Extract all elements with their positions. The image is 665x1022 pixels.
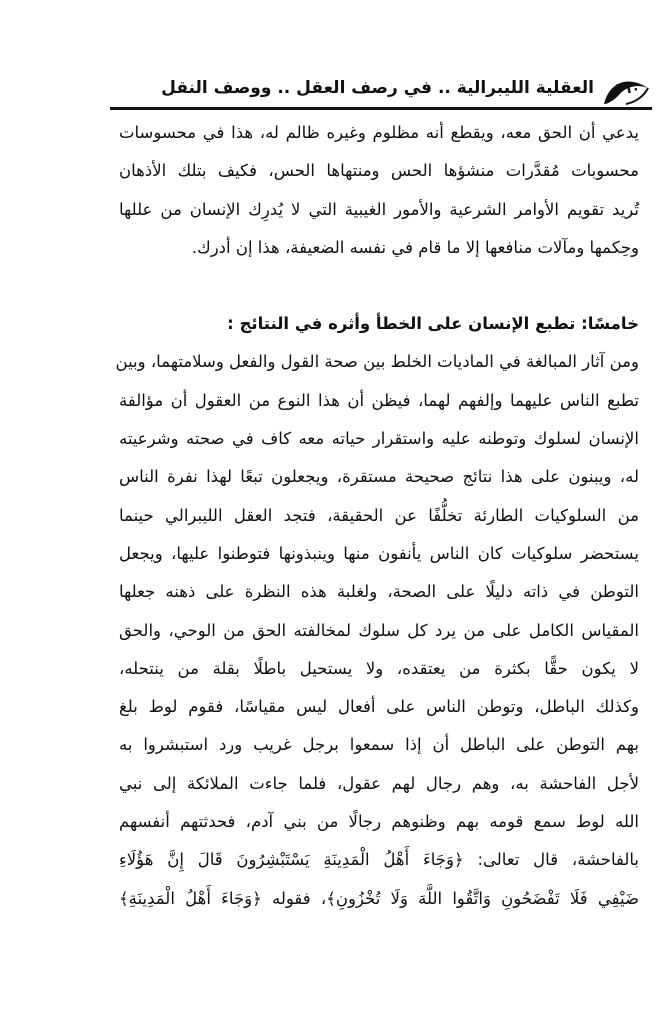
page-number-badge — [600, 74, 652, 106]
text-line: محسوبات مُقدَّرات منشؤها الحس ومنتهاها الحس، فكيف بتلك الأذهان — [119, 161, 639, 181]
text-line: ضَيْفِي فَلَا تَفْضَحُونِ وَاتَّقُوا اللَّهَ وَلَا تُخْزُونِ﴾، فقوله ﴿وَجَاءَ أَهْلُ الْمَدِينَةِ﴾ — [119, 888, 639, 908]
text-line: تُريد تقويم الأوامر الشرعية والأمور الغيبية التي لا يُدرِك الإنسان من عللها — [119, 199, 639, 219]
text-line: وحِكمها ومآلات منافعها إلا ما قام في نفسه الضعيفة، هذا إن أدرك. — [191, 237, 639, 257]
text-line: بهم التوطن على الباطل أن إذا سمعوا برجل غريب ورد استبشروا به — [119, 735, 639, 755]
page-body — [115, 114, 639, 918]
text-line: تطبع الناس عليهما وإلفهم لهما، فيظن أن هذا النوع من العقول أن مؤالفة — [119, 390, 639, 410]
text-line: من السلوكيات الطارئة تخلُّفًا عن الحقيقة، فتجد العقل الليبرالي حينما — [119, 505, 639, 525]
page-header — [110, 74, 652, 114]
text-line: وكذلك الباطل، وتوطن الناس على أفعال ليس مقياسًا، فقوم لوط بلغ — [119, 697, 639, 717]
text-line: يستحضر سلوكيات كان الناس يأنفون منها وينبذونها فتوطنوا عليها، ويجعل — [119, 543, 639, 563]
text-line: التوطن في ذاته دليلًا على الصحة، ولغلبة هذه النظرة على ذهنه جعلها — [119, 582, 639, 602]
text-line: يدعي أن الحق معه، ويقطع أنه مظلوم وغيره ظالم له، هذا في محسوسات — [119, 123, 639, 142]
paragraph-gap — [119, 267, 639, 305]
text-line: المقياس الكامل على من يرد كل سلوك لمخالفته الحق من الوحي، والحق — [119, 620, 639, 640]
text-line: بالفاحشة، قال تعالى: ﴿وَجَاءَ أَهْلُ الْمَدِينَةِ يَسْتَبْشِرُونَ قَالَ إِنَّ هَؤُلَاءِ — [119, 850, 639, 870]
section-heading: خامسًا: تطبع الإنسان على الخطأ وأثره في النتائج : — [227, 314, 639, 334]
page-number: ١٦٠ — [614, 81, 640, 97]
text-line: له، ويبنون على هذا نتائج صحيحة مستقرة، ويجعلون تبعًا لهذا نفرة الناس — [119, 467, 639, 487]
text-line: لا يكون حقًّا بكثرة من يعتقده، ولا يستحيل باطلًا بقلة من ينتحله، — [119, 658, 639, 678]
paragraph-2 — [115, 343, 639, 917]
header-rule — [110, 107, 652, 110]
text-line: ومن آثار المبالغة في الماديات الخلط بين صحة القول والفعل وسلامتهما، وبين — [115, 352, 639, 372]
text-line: الإنسان لسلوك وتوطنه عليه واستقرار حياته معه كاف في صحته وشرعيته — [119, 429, 639, 449]
running-title: العقلية الليبرالية .. في رصف العقل .. ووصف النقل — [161, 78, 594, 98]
text-line: الله لوط سمع قومه بهم وظنوهم رجالًا من بني آدم، فحدثتهم أنفسهم — [119, 812, 639, 832]
text-line: لأجل الفاحشة به، وهم رجال لهم عقول، فلما جاءت الملائكة إلى نبي — [119, 773, 639, 793]
paragraph-1 — [119, 114, 639, 267]
